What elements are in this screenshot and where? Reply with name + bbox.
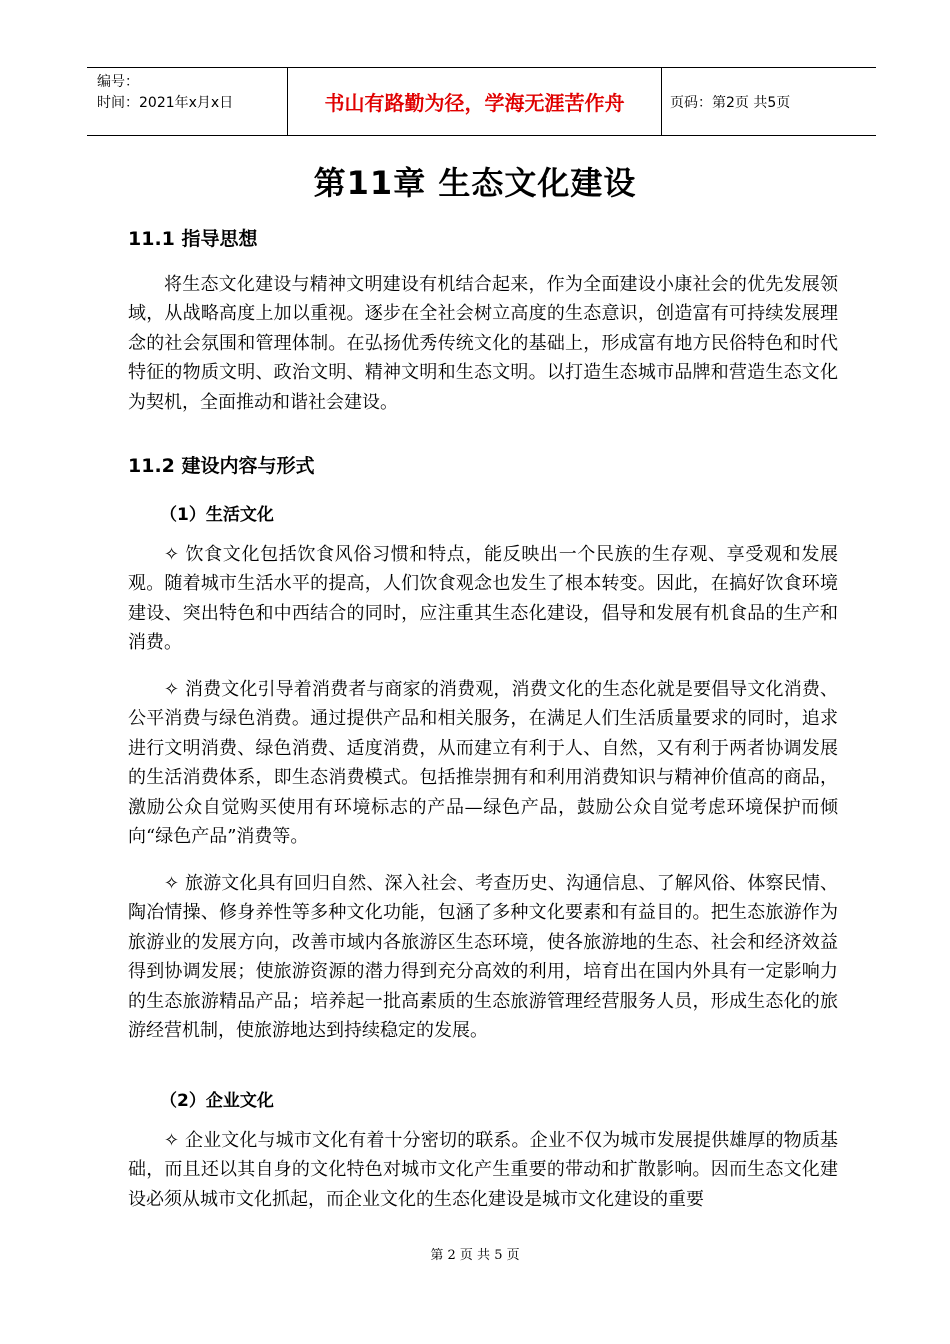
paragraph-consumer-culture: ✧ 消费文化引导着消费者与商家的消费观，消费文化的生态化就是要倡导文化消费、公平消费与绿色消费。通过提供产品和相关服务，在满足人们生活质量要求的同时，追求进行文明消费、绿色消费、适度消费，从而建立有利于人、自然，又有利于两者协调发展的生活消费体系，即生态消费模式。包括推崇拥有和利用消费知识与精神价值高的商品，激励公众自觉购买使用有环境标志的产品—绿色产品，鼓励公众自觉考虑环境保护而倾向“绿色产品”消费等。 [128, 679, 838, 848]
header-motto: 书山有路勤为径，学海无涯苦作舟 [324, 91, 625, 115]
section-heading-guiding: 11.1 指导思想 [128, 228, 258, 250]
subheading-enterprise-culture: （2）企业文化 [160, 1091, 274, 1111]
paragraph-enterprise-culture: ✧ 企业文化与城市文化有着十分密切的联系。企业不仅为城市发展提供雄厚的物质基础，而且还以其自身的文化特色对城市文化产生重要的带动和扩散影响。因而生态文化建设必须从城市文化抓起，而企业文化的生态化建设是城市文化建设的重要 [128, 1130, 838, 1210]
subheading-life-culture: （1）生活文化 [160, 505, 274, 525]
header-table [87, 67, 876, 136]
page-footer: 第 2 页 共 5 页 [430, 1248, 520, 1263]
serial-label: 编号： [97, 74, 139, 90]
header-meta [87, 68, 287, 135]
paragraph-tourism-culture: ✧ 旅游文化具有回归自然、深入社会、考查历史、沟通信息、了解风俗、体察民情、陶冶情操、修身养性等多种文化功能，包涵了多种文化要素和有益目的。把生态旅游作为旅游业的发展方向，改善市域内各旅游区生态环境，使各旅游地的生态、社会和经济效益得到协调发展；使旅游资源的潜力得到充分高效的利用，培育出在国内外具有一定影响力的生态旅游精品产品；培养起一批高素质的生态旅游管理经营服务人员，形成生态化的旅游经营机制，使旅游地达到持续稳定的发展。 [128, 873, 838, 1042]
header-divider [661, 68, 662, 135]
page-label: 页码：第2页 共5页 [670, 95, 791, 111]
paragraph-guiding: 将生态文化建设与精神文明建设有机结合起来，作为全面建设小康社会的优先发展领域，从战略高度上加以重视。逐步在全社会树立高度的生态意识，创造富有可持续发展理念的社会氛围和管理体制。在弘扬优秀传统文化的基础上，形成富有地方民俗特色和时代特征的物质文明、政治文明、精神文明和生态文明。以打造生态城市品牌和营造生态文化为契机，全面推动和谐社会建设。 [128, 274, 838, 413]
section-heading-content: 11.2 建设内容与形式 [128, 455, 315, 477]
page-title: 第11章 生态文化建设 [313, 164, 637, 202]
paragraph-food-culture: ✧ 饮食文化包括饮食风俗习惯和特点，能反映出一个民族的生存观、享受观和发展观。随着城市生活水平的提高，人们饮食观念也发生了根本转变。因此，在搞好饮食环境建设、突出特色和中西结合的同时，应注重其生态化建设，倡导和发展有机食品的生产和消费。 [128, 544, 838, 654]
time-label: 时间：2021年x月x日 [97, 95, 234, 111]
